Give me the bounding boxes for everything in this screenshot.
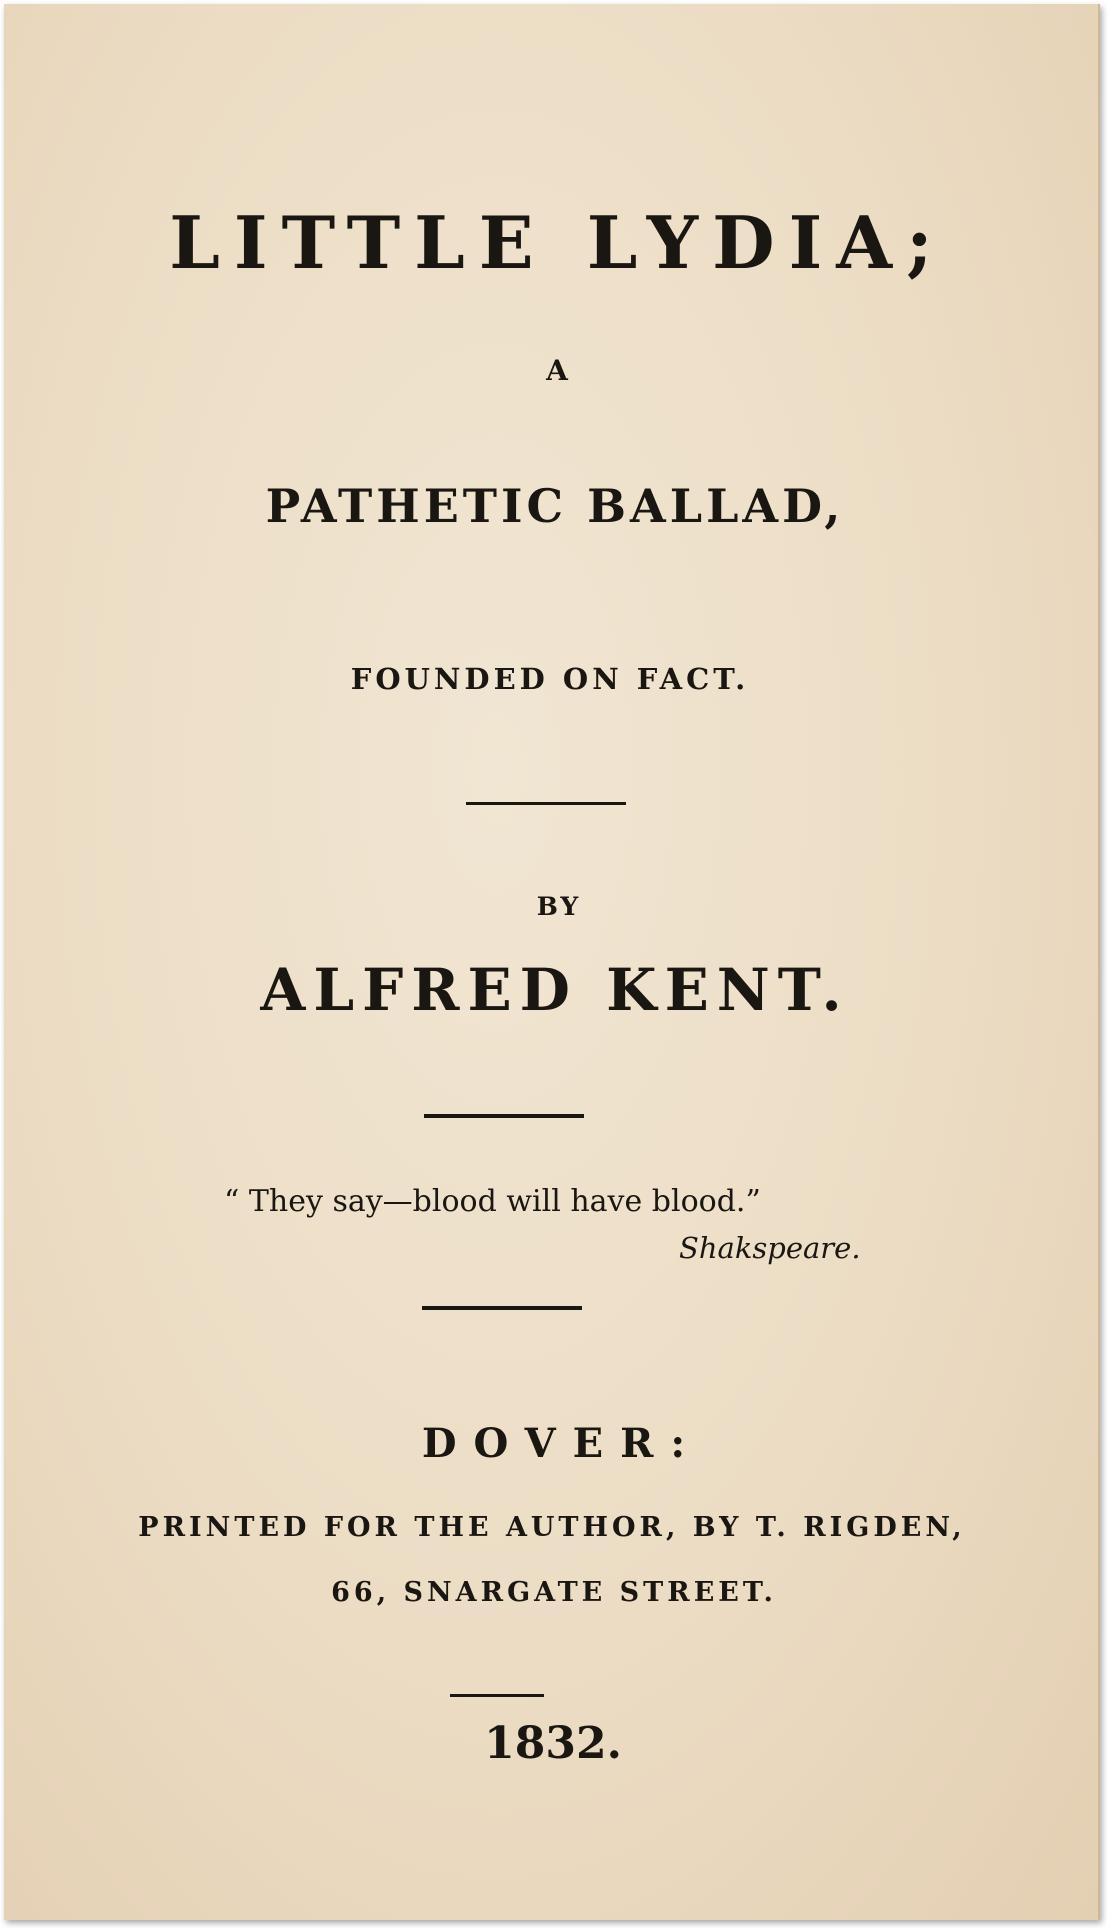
book-title: LITTLE LYDIA; [169,200,947,285]
subtitle-article: A [546,354,568,387]
title-page [4,4,1100,1920]
divider-rule [450,1694,544,1697]
imprint-place: DOVER: [421,1420,703,1467]
divider-rule [424,1114,584,1118]
imprint-printer-line-2: 66, SNARGATE STREET. [331,1577,777,1608]
epigraph-attribution: Shakspeare. [679,1231,861,1265]
book-subtitle: PATHETIC BALLAD, [265,479,845,533]
by-label: BY [536,892,582,921]
epigraph-quote: “ They say—blood will have blood.” [224,1184,761,1219]
publication-year: 1832. [484,1718,622,1769]
tagline: FOUNDED ON FACT. [350,662,750,696]
imprint-printer-line-1: PRINTED FOR THE AUTHOR, BY T. RIGDEN, [138,1512,966,1543]
author-name: ALFRED KENT. [260,956,850,1024]
divider-rule [422,1306,582,1310]
divider-rule [466,802,626,805]
